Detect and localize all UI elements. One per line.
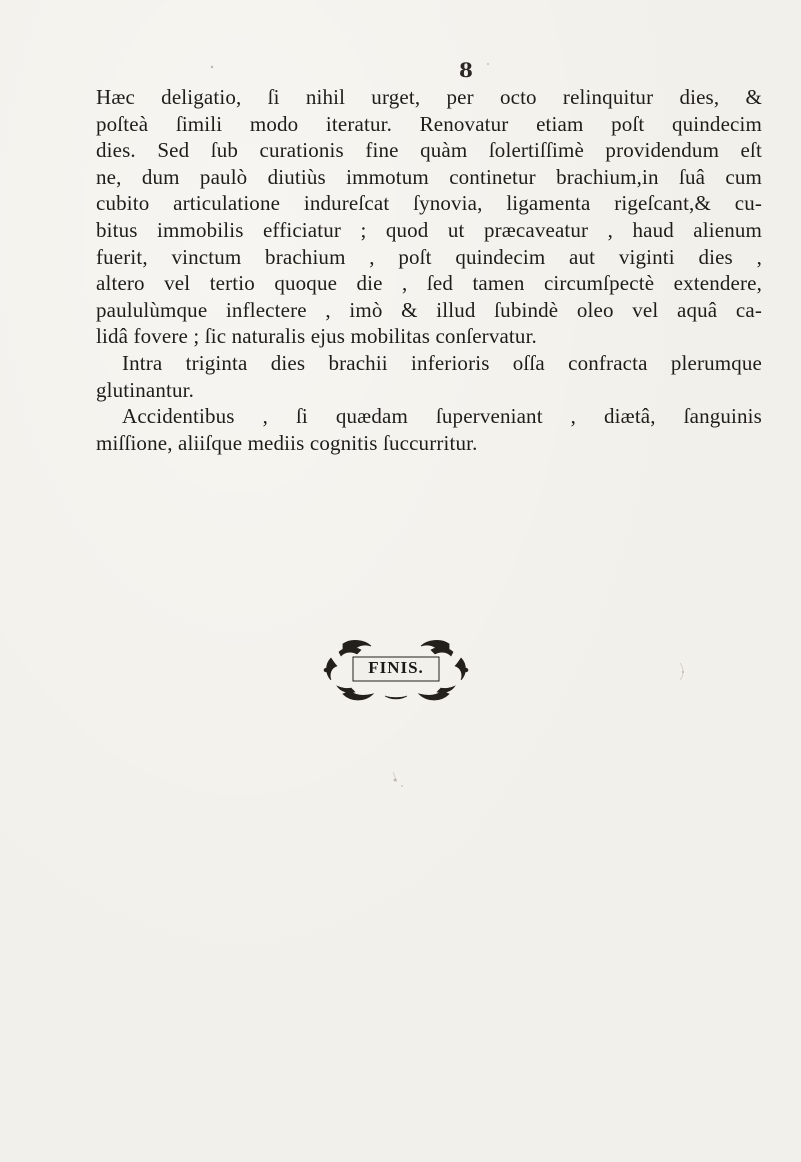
paragraph-start-line: Accidentibus , ſi quædam ſuperveniant , diætâ, ſanguinis [122, 404, 762, 429]
page-number: 8 [459, 58, 473, 82]
text-line: glutinantur. [96, 377, 195, 402]
text-line: miſſione, aliiſque mediis cognitis ſuccurritur. [96, 430, 478, 455]
body-text [96, 84, 762, 456]
paragraph-start-line: Intra triginta dies brachii inferioris oſſa confracta plerumque [122, 350, 762, 375]
text-line: fuerit, vinctum brachium , poſt quindecim aut viginti dies , [96, 244, 762, 269]
text-line: poſteà ſimili modo iteratur. Renovatur etiam poſt quindecim [96, 111, 762, 136]
text-line: dies. Sed ſub curationis fine quàm ſolertiſſimè providendum eſt [96, 138, 762, 163]
text-line: lidâ fovere ; ſic naturalis ejus mobilitas conſervatur. [96, 324, 537, 349]
text-line: ne, dum paulò diutiùs immotum continetur brachium,in ſuâ cum [96, 164, 762, 189]
text-line: cubito articulatione indureſcat ſynovia, ligamenta rigeſcant,& cu- [96, 191, 762, 216]
text-line: altero vel tertio quoque die , ſed tamen circumſpectè extendere, [96, 271, 762, 296]
finis-tailpiece [321, 638, 471, 704]
finis-label: FINIS. [368, 658, 424, 677]
text-line: paululùmque inflectere , imò & illud ſubindè oleo vel aquâ ca- [96, 297, 762, 322]
text-line: Hæc deligatio, ſi nihil urget, per octo relinquitur dies, & [96, 85, 762, 109]
text-line: bitus immobilis efficiatur ; quod ut præcaveatur , haud alienum [96, 217, 762, 242]
